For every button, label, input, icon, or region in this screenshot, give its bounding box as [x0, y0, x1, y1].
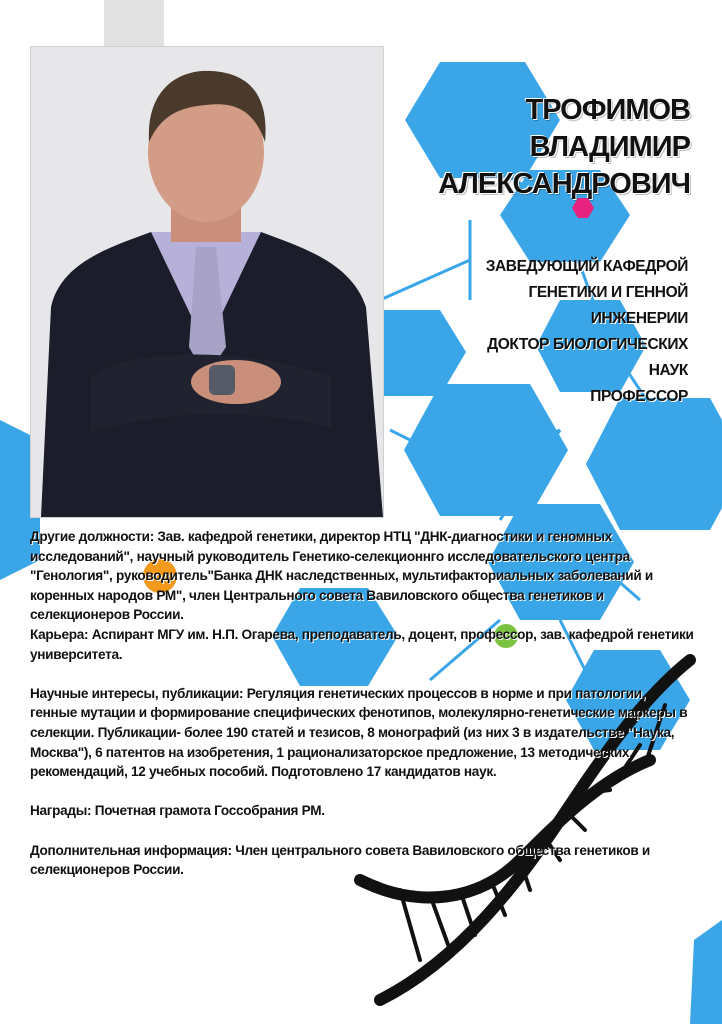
bio-career: Карьера: Аспирант МГУ им. Н.П. Огарева, преподаватель, доцент, профессор, зав. кафедрой генетики университета. [30, 626, 694, 662]
position-titles [388, 254, 688, 410]
position-line: ГЕНЕТИКИ И ГЕННОЙ [528, 284, 688, 301]
position-line: ДОКТОР БИОЛОГИЧЕСКИХ [487, 336, 688, 353]
bio-other-positions: Другие должности: Зав. кафедрой генетики, директор НТЦ "ДНК-диагностики и геномных исследований", научный руководитель Генетико-селекционнго исследовательского центра "Генология", руководитель"Банка ДНК наследственных, мультифакториальных заболеваний и коренных народов РМ", член Центрального совета Вавиловского общества генетиков и селекционеров России. [30, 529, 653, 623]
position-line: ПРОФЕССОР [590, 388, 688, 405]
portrait-photo [30, 46, 384, 518]
position-line: ИНЖЕНЕРИИ [590, 310, 688, 327]
position-line: НАУК [648, 362, 688, 379]
biography [30, 527, 694, 899]
portrait-illustration [31, 47, 383, 517]
position-line: ЗАВЕДУЮЩИЙ КАФЕДРОЙ [485, 258, 688, 275]
top-gray-bar [104, 0, 164, 52]
name-line-surname: ТРОФИМОВ [525, 94, 690, 126]
person-name [390, 92, 690, 203]
bio-research: Научные интересы, публикации: Регуляция генетических процессов в норме и при патологии, генные мутации и формирование специфических фенотипов, молекулярно-генетические маркеры в селекции. Публикации- более 190 статей и тезисов, 8 монографий (из них 3 в издательстве "Наука, Москва"), 6 патентов на изобретения, 1 рационализаторское предложение, 13 методических рекомендаций, 12 учебных пособий. Подготовлено 17 кандидатов наук. [30, 685, 688, 780]
name-line-first: ВЛАДИМИР [529, 131, 690, 163]
name-line-patronymic: АЛЕКСАНДРОВИЧ [438, 168, 690, 200]
bio-awards: Награды: Почетная грамота Госсобрания РМ. [30, 803, 325, 819]
bio-additional: Дополнительная информация: Член центрального совета Вавиловского общества генетиков и селекционеров России. [30, 842, 650, 878]
